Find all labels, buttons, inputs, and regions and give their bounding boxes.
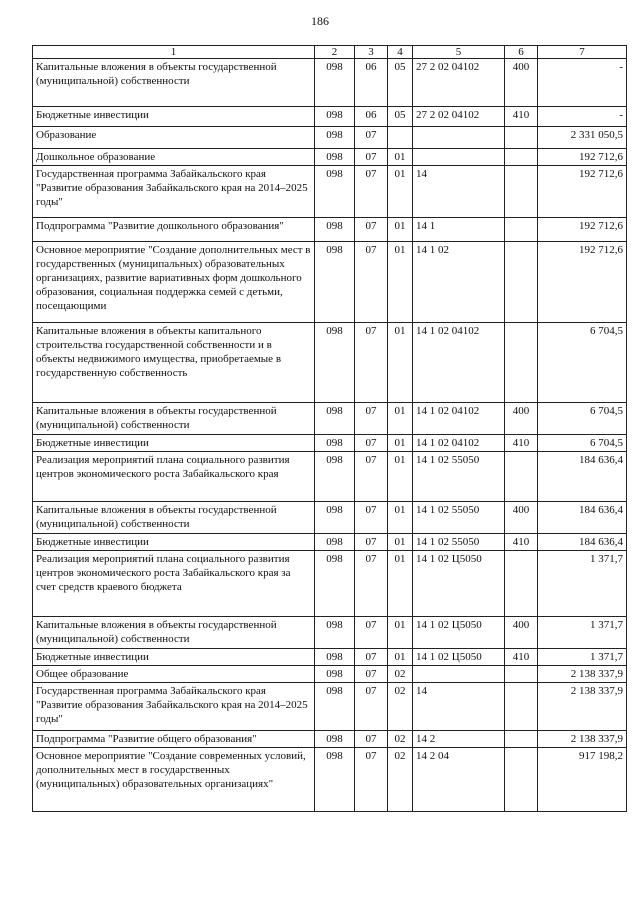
column-header: 2 bbox=[315, 46, 355, 59]
item-name: Капитальные вложения в объекты государственной (муниципальной) собственности bbox=[33, 617, 315, 649]
ministry-code: 098 bbox=[315, 435, 355, 452]
expense-type-code bbox=[505, 551, 538, 617]
amount: 2 138 337,9 bbox=[538, 683, 627, 731]
ministry-code: 098 bbox=[315, 534, 355, 551]
section-code: 06 bbox=[355, 59, 388, 107]
expense-type-code bbox=[505, 127, 538, 149]
section-code: 07 bbox=[355, 323, 388, 403]
ministry-code: 098 bbox=[315, 683, 355, 731]
section-code: 07 bbox=[355, 218, 388, 242]
item-name: Капитальные вложения в объекты государственной (муниципальной) собственности bbox=[33, 403, 315, 435]
target-article-code: 14 1 02 04102 bbox=[413, 435, 505, 452]
ministry-code: 098 bbox=[315, 59, 355, 107]
table-row bbox=[33, 666, 627, 683]
subsection-code: 02 bbox=[388, 666, 413, 683]
target-article-code: 27 2 02 04102 bbox=[413, 107, 505, 127]
amount: 192 712,6 bbox=[538, 149, 627, 166]
item-name: Подпрограмма "Развитие общего образования" bbox=[33, 731, 315, 748]
subsection-code: 02 bbox=[388, 748, 413, 812]
ministry-code: 098 bbox=[315, 452, 355, 502]
column-header: 5 bbox=[413, 46, 505, 59]
ministry-code: 098 bbox=[315, 666, 355, 683]
table-row bbox=[33, 551, 627, 617]
expense-type-code: 400 bbox=[505, 403, 538, 435]
budget-table-body bbox=[33, 46, 627, 812]
ministry-code: 098 bbox=[315, 617, 355, 649]
expense-type-code bbox=[505, 666, 538, 683]
expense-type-code bbox=[505, 149, 538, 166]
subsection-code: 01 bbox=[388, 551, 413, 617]
amount: - bbox=[538, 107, 627, 127]
item-name: Реализация мероприятий плана социального развития центров экономического роста Забайкальского края за счет средств краевого бюджета bbox=[33, 551, 315, 617]
target-article-code bbox=[413, 149, 505, 166]
section-code: 07 bbox=[355, 551, 388, 617]
subsection-code bbox=[388, 127, 413, 149]
table-row bbox=[33, 127, 627, 149]
table-row bbox=[33, 731, 627, 748]
target-article-code: 14 1 02 55050 bbox=[413, 452, 505, 502]
subsection-code: 01 bbox=[388, 242, 413, 323]
subsection-code: 01 bbox=[388, 435, 413, 452]
ministry-code: 098 bbox=[315, 748, 355, 812]
column-header: 4 bbox=[388, 46, 413, 59]
section-code: 07 bbox=[355, 149, 388, 166]
table-row bbox=[33, 242, 627, 323]
section-code: 07 bbox=[355, 403, 388, 435]
subsection-code: 01 bbox=[388, 649, 413, 666]
budget-table bbox=[32, 45, 627, 812]
table-row bbox=[33, 435, 627, 452]
section-code: 07 bbox=[355, 452, 388, 502]
item-name: Бюджетные инвестиции bbox=[33, 107, 315, 127]
ministry-code: 098 bbox=[315, 323, 355, 403]
target-article-code: 14 1 02 04102 bbox=[413, 323, 505, 403]
target-article-code: 14 2 04 bbox=[413, 748, 505, 812]
item-name: Капитальные вложения в объекты государственной (муниципальной) собственности bbox=[33, 502, 315, 534]
ministry-code: 098 bbox=[315, 649, 355, 666]
ministry-code: 098 bbox=[315, 242, 355, 323]
amount: 1 371,7 bbox=[538, 617, 627, 649]
target-article-code: 14 bbox=[413, 166, 505, 218]
section-code: 07 bbox=[355, 127, 388, 149]
ministry-code: 098 bbox=[315, 731, 355, 748]
table-row bbox=[33, 218, 627, 242]
section-code: 07 bbox=[355, 166, 388, 218]
item-name: Основное мероприятие "Создание дополнительных мест в государственных (муниципальных) образовательных организациях, развитие вариативных форм дошкольного образования, социальная поддержка семей с детьми, посещающими bbox=[33, 242, 315, 323]
amount: 184 636,4 bbox=[538, 534, 627, 551]
amount: 917 198,2 bbox=[538, 748, 627, 812]
subsection-code: 01 bbox=[388, 323, 413, 403]
section-code: 07 bbox=[355, 617, 388, 649]
subsection-code: 01 bbox=[388, 218, 413, 242]
subsection-code: 05 bbox=[388, 59, 413, 107]
table-row bbox=[33, 59, 627, 107]
section-code: 07 bbox=[355, 502, 388, 534]
table-row bbox=[33, 502, 627, 534]
section-code: 07 bbox=[355, 649, 388, 666]
page-number: 186 bbox=[311, 14, 329, 28]
target-article-code: 14 1 bbox=[413, 218, 505, 242]
expense-type-code bbox=[505, 731, 538, 748]
subsection-code: 02 bbox=[388, 683, 413, 731]
item-name: Образование bbox=[33, 127, 315, 149]
item-name: Государственная программа Забайкальского края "Развитие образования Забайкальского края на 2014–2025 годы" bbox=[33, 166, 315, 218]
section-code: 07 bbox=[355, 435, 388, 452]
section-code: 07 bbox=[355, 534, 388, 551]
section-code: 07 bbox=[355, 683, 388, 731]
expense-type-code bbox=[505, 242, 538, 323]
target-article-code: 14 1 02 Ц5050 bbox=[413, 617, 505, 649]
target-article-code bbox=[413, 666, 505, 683]
amount: 2 331 050,5 bbox=[538, 127, 627, 149]
item-name: Бюджетные инвестиции bbox=[33, 435, 315, 452]
table-row bbox=[33, 649, 627, 666]
expense-type-code: 400 bbox=[505, 59, 538, 107]
amount: 6 704,5 bbox=[538, 323, 627, 403]
target-article-code bbox=[413, 127, 505, 149]
subsection-code: 01 bbox=[388, 502, 413, 534]
amount: 6 704,5 bbox=[538, 435, 627, 452]
target-article-code: 14 1 02 Ц5050 bbox=[413, 649, 505, 666]
expense-type-code bbox=[505, 748, 538, 812]
table-row bbox=[33, 403, 627, 435]
target-article-code: 14 bbox=[413, 683, 505, 731]
target-article-code: 27 2 02 04102 bbox=[413, 59, 505, 107]
amount: - bbox=[538, 59, 627, 107]
ministry-code: 098 bbox=[315, 218, 355, 242]
item-name: Основное мероприятие "Создание современных условий, дополнительных мест в государственных (муниципальных) образовательных организациях" bbox=[33, 748, 315, 812]
amount: 2 138 337,9 bbox=[538, 666, 627, 683]
item-name: Капитальные вложения в объекты государственной (муниципальной) собственности bbox=[33, 59, 315, 107]
target-article-code: 14 1 02 Ц5050 bbox=[413, 551, 505, 617]
subsection-code: 01 bbox=[388, 534, 413, 551]
expense-type-code: 400 bbox=[505, 502, 538, 534]
target-article-code: 14 1 02 55050 bbox=[413, 502, 505, 534]
ministry-code: 098 bbox=[315, 149, 355, 166]
subsection-code: 02 bbox=[388, 731, 413, 748]
item-name: Капитальные вложения в объекты капитального строительства государственной собственности и в объекты недвижимого имущества, приобретаемые в государственную собственность bbox=[33, 323, 315, 403]
amount: 192 712,6 bbox=[538, 166, 627, 218]
target-article-code: 14 2 bbox=[413, 731, 505, 748]
table-row bbox=[33, 683, 627, 731]
expense-type-code: 410 bbox=[505, 534, 538, 551]
ministry-code: 098 bbox=[315, 502, 355, 534]
ministry-code: 098 bbox=[315, 166, 355, 218]
table-row bbox=[33, 452, 627, 502]
table-row bbox=[33, 166, 627, 218]
section-code: 06 bbox=[355, 107, 388, 127]
amount: 1 371,7 bbox=[538, 551, 627, 617]
table-row bbox=[33, 534, 627, 551]
item-name: Бюджетные инвестиции bbox=[33, 534, 315, 551]
expense-type-code bbox=[505, 166, 538, 218]
expense-type-code bbox=[505, 218, 538, 242]
amount: 184 636,4 bbox=[538, 502, 627, 534]
column-header: 6 bbox=[505, 46, 538, 59]
subsection-code: 01 bbox=[388, 617, 413, 649]
expense-type-code bbox=[505, 683, 538, 731]
expense-type-code bbox=[505, 452, 538, 502]
amount: 192 712,6 bbox=[538, 218, 627, 242]
item-name: Государственная программа Забайкальского края "Развитие образования Забайкальского края на 2014–2025 годы" bbox=[33, 683, 315, 731]
table-row bbox=[33, 323, 627, 403]
ministry-code: 098 bbox=[315, 403, 355, 435]
expense-type-code: 410 bbox=[505, 107, 538, 127]
column-header: 3 bbox=[355, 46, 388, 59]
subsection-code: 05 bbox=[388, 107, 413, 127]
item-name: Общее образование bbox=[33, 666, 315, 683]
target-article-code: 14 1 02 04102 bbox=[413, 403, 505, 435]
section-code: 07 bbox=[355, 242, 388, 323]
item-name: Дошкольное образование bbox=[33, 149, 315, 166]
target-article-code: 14 1 02 55050 bbox=[413, 534, 505, 551]
amount: 1 371,7 bbox=[538, 649, 627, 666]
amount: 6 704,5 bbox=[538, 403, 627, 435]
table-row bbox=[33, 107, 627, 127]
section-code: 07 bbox=[355, 731, 388, 748]
expense-type-code: 410 bbox=[505, 649, 538, 666]
table-row bbox=[33, 149, 627, 166]
ministry-code: 098 bbox=[315, 551, 355, 617]
ministry-code: 098 bbox=[315, 127, 355, 149]
amount: 184 636,4 bbox=[538, 452, 627, 502]
table-row bbox=[33, 617, 627, 649]
expense-type-code bbox=[505, 323, 538, 403]
subsection-code: 01 bbox=[388, 166, 413, 218]
column-header: 7 bbox=[538, 46, 627, 59]
amount: 2 138 337,9 bbox=[538, 731, 627, 748]
ministry-code: 098 bbox=[315, 107, 355, 127]
subsection-code: 01 bbox=[388, 403, 413, 435]
column-header: 1 bbox=[33, 46, 315, 59]
item-name: Подпрограмма "Развитие дошкольного образования" bbox=[33, 218, 315, 242]
section-code: 07 bbox=[355, 666, 388, 683]
subsection-code: 01 bbox=[388, 149, 413, 166]
amount: 192 712,6 bbox=[538, 242, 627, 323]
expense-type-code: 400 bbox=[505, 617, 538, 649]
target-article-code: 14 1 02 bbox=[413, 242, 505, 323]
column-header-row bbox=[33, 46, 627, 59]
item-name: Реализация мероприятий плана социального развития центров экономического роста Забайкальского края bbox=[33, 452, 315, 502]
table-row bbox=[33, 748, 627, 812]
expense-type-code: 410 bbox=[505, 435, 538, 452]
section-code: 07 bbox=[355, 748, 388, 812]
item-name: Бюджетные инвестиции bbox=[33, 649, 315, 666]
subsection-code: 01 bbox=[388, 452, 413, 502]
